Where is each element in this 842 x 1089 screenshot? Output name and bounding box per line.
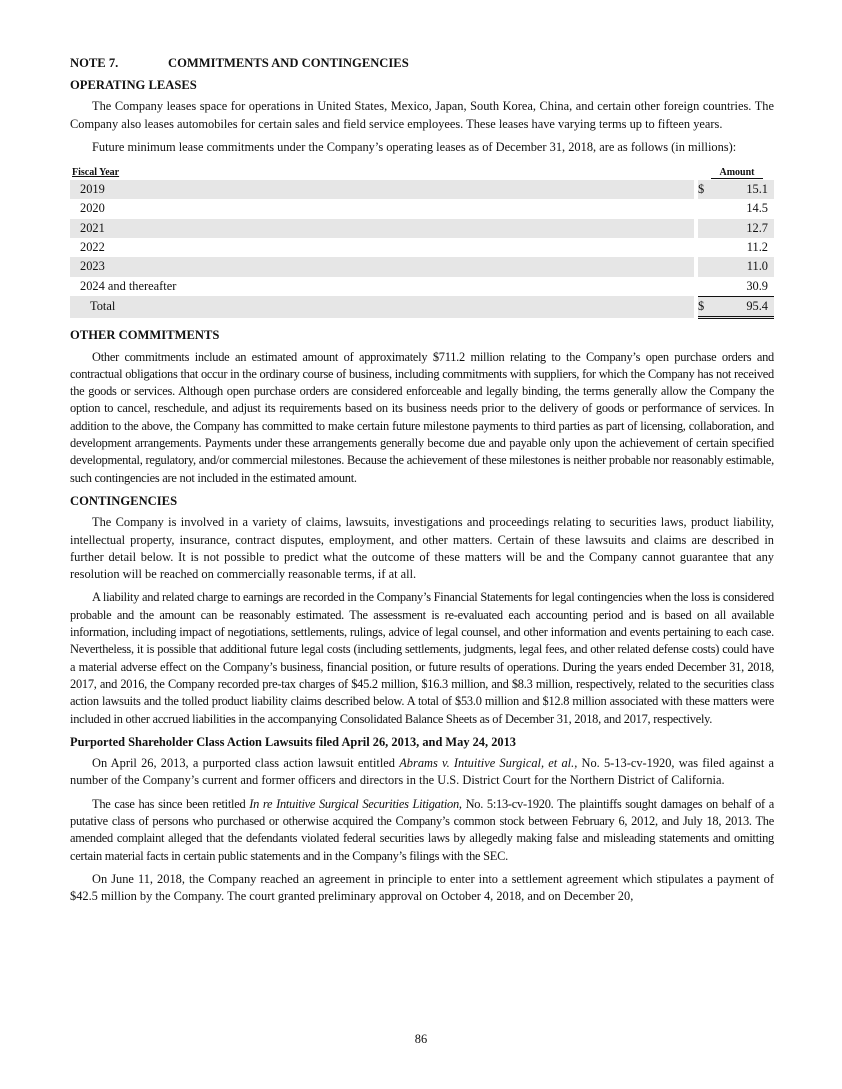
- document-page: [70, 55, 774, 911]
- note-heading: [70, 55, 774, 73]
- table-row: [70, 238, 774, 257]
- row-year: 2023: [70, 257, 694, 276]
- note-title: COMMITMENTS AND CONTINGENCIES: [168, 56, 409, 70]
- row-year: 2019: [70, 180, 694, 199]
- row-year: 2024 and thereafter: [80, 278, 177, 293]
- table-row: [70, 257, 774, 276]
- table-row: [70, 180, 774, 199]
- row-year: 2020: [80, 201, 105, 216]
- class-action-paragraph-1: On April 26, 2013, a purported class action lawsuit entitled Abrams v. Intuitive Surgical, et al., No. 5-13-cv-1920, was filed against a number of the Company’s current and former officers and directors in the U.S. District Court for the Northern District of California.: [70, 756, 774, 788]
- table-row: [70, 219, 774, 238]
- contingencies-paragraph-1: The Company is involved in a variety of claims, lawsuits, investigations and proceedings relating to securities laws, product liability, intellectual property, insurance, contract disputes, employment, and other matters. Certain of these lawsuits and claims are described in further detail below. It is not possible to predict what the outcome of these matters will be and the Company cannot guarantee that any resolution will be reached on commercially reasonable terms, if at all.: [70, 515, 774, 582]
- row-amount: 30.9: [728, 277, 774, 297]
- row-year: 2021: [70, 219, 694, 238]
- row-dollar-sign: $: [698, 180, 728, 199]
- operating-leases-paragraph-1: The Company leases space for operations in United States, Mexico, Japan, South Korea, China, and certain other foreign countries. The Company also leases automobiles for certain sales and field service employees. These leases have varying terms up to fifteen years.: [70, 99, 774, 131]
- section-heading-contingencies: CONTINGENCIES: [70, 493, 178, 508]
- table-row: [70, 199, 774, 218]
- contingencies-paragraph-2: A liability and related charge to earnings are recorded in the Company’s Financial Statements for legal contingencies when the loss is considered probable and the amount can be reasonably estimated. The assessment is re-evaluated each accounting period and is based on all available information, including impact of negotiations, settlements, rulings, advice of legal counsel, and other information and events pertaining to each case. Nevertheless, it is possible that additional future legal costs (including settlements, judgments, legal fees, and other related defense costs) could have a material adverse effect on the Company’s business, financial position, or future results of operations. During the years ended December 31, 2018, 2017, and 2016, the Company recorded pre-tax charges of $45.2 million, $16.3 million, and $8.3 million, respectively, related to the securities class action lawsuits and the tolled product liability claims described below. A total of $53.0 million and $12.8 million associated with these matters were included in other accrued liabilities in the accompanying Consolidated Balance Sheets as of December 31, 2018, and 2017, respectively.: [70, 590, 774, 726]
- column-header-amount: Amount: [711, 167, 762, 179]
- row-dollar-sign: [698, 277, 728, 297]
- case-name: In re Intuitive Surgical Securities Litigation,: [249, 796, 462, 811]
- lease-commitments-table: [70, 166, 774, 319]
- subsection-heading-class-action: Purported Shareholder Class Action Lawsuits filed April 26, 2013, and May 24, 2013: [70, 734, 516, 749]
- table-total-row: [70, 296, 774, 317]
- row-amount: 11.2: [746, 240, 768, 255]
- total-dollar-sign: $: [698, 296, 728, 317]
- row-dollar-sign: [698, 257, 728, 276]
- row-dollar-sign: [698, 219, 728, 238]
- column-header-fiscal-year: Fiscal Year: [72, 167, 120, 179]
- row-amount: 14.5: [746, 201, 768, 216]
- case-name: Abrams v. Intuitive Surgical, et al.: [399, 756, 575, 771]
- row-amount: 15.1: [728, 180, 774, 199]
- total-amount: 95.4: [728, 296, 774, 317]
- table-row: [70, 277, 774, 297]
- row-year: 2022: [80, 240, 105, 255]
- operating-leases-paragraph-2: Future minimum lease commitments under the Company’s operating leases as of December 31, 2018, are as follows (in millions):: [92, 139, 737, 154]
- section-heading-operating-leases: OPERATING LEASES: [70, 78, 197, 92]
- note-number: NOTE 7.: [70, 56, 119, 70]
- class-action-paragraph-3: On June 11, 2018, the Company reached an agreement in principle to enter into a settlement agreement which stipulates a payment of $42.5 million by the Company. The court granted preliminary approval on October 4, 2018, and on December 20,: [70, 871, 774, 904]
- row-amount: 11.0: [728, 257, 774, 276]
- row-dollar-sign: [698, 238, 728, 257]
- section-heading-other-commitments: OTHER COMMITMENTS: [70, 328, 220, 343]
- other-commitments-paragraph: Other commitments include an estimated amount of approximately $711.2 million relating to the Company’s open purchase orders and contractual obligations that occur in the ordinary course of business, including commitments with suppliers, for which the Company has not received the goods or services. Although open purchase orders are considered enforceable and legally binding, the terms generally allow the Company the option to cancel, reschedule, and adjust its requirements based on its business needs prior to the delivery of goods or performance of services. In addition to the above, the Company has committed to make certain future milestone payments to third parties as part of licensing, collaboration, and development arrangements. Payments under these arrangements generally become due and payable only upon the achievement of certain specified developmental, regulatory, and/or commercial milestones. Because the achievement of these milestones is neither probable nor reasonably estimable, such contingencies are not included in the estimated amount.: [70, 349, 774, 485]
- total-label: Total: [70, 296, 694, 317]
- row-dollar-sign: [698, 199, 728, 218]
- class-action-paragraph-2: The case has since been retitled In re Intuitive Surgical Securities Litigation, No. 5:13-cv-1920. The plaintiffs sought damages on behalf of a putative class of persons who purchased or otherwise acquired the Company’s common stock between February 6, 2012, and July 18, 2013. The amended complaint alleged that the defendants violated federal securities laws by allegedly making false and misleading statements and omitting certain material facts in certain public statements and in the Company’s filings with the SEC.: [70, 796, 774, 863]
- page-number: 86: [414, 1032, 428, 1046]
- row-amount: 12.7: [728, 219, 774, 238]
